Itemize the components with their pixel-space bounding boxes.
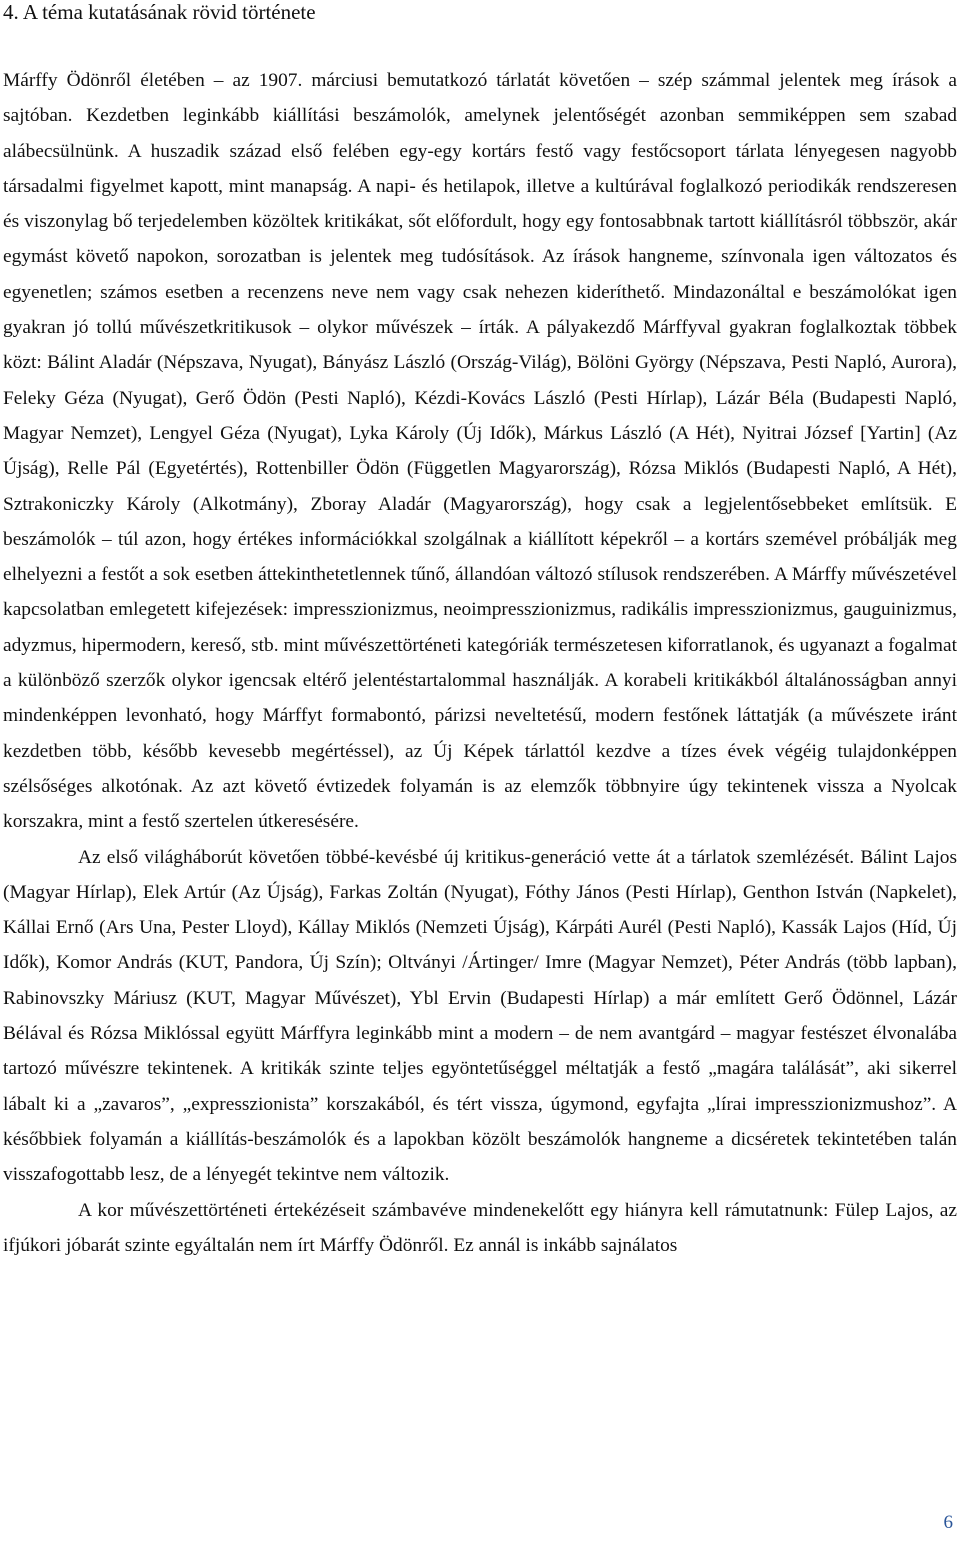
paragraph-1: Márffy Ödönről életében – az 1907. márciusi bemutatkozó tárlatát követően – szép számmal jelentek meg írások a sajtóban. Kezdetben leginkább kiállítási beszámolók, amelynek jelentőségét azonban semmiképpen sem szabad alábecsülnünk. A huszadik század első felében egy-egy kortárs festő vagy festőcsoport tárlata lényegesen nagyobb társadalmi figyelmet kapott, mint manapság. A napi- és hetilapok, illetve a kultúrával foglalkozó periodikák rendszeresen és viszonylag bő terjedelemben közöltek kritikákat, sőt előfordult, hogy egy fontosabbnak tartott kiállításról többször, akár egymást követő napokon, sorozatban is jelentek meg tudósítások. Az írások hangneme, színvonala igen változatos és egyenetlen; számos esetben a recenzens neve nem vagy csak nehezen kideríthető. Mindazonáltal e beszámolókat igen gyakran jó tollú művészetkritikusok – olykor művészek – írták. A pályakezdő Márffyval gyakran foglalkoztak többek közt: Bálint Aladár (Népszava, Nyugat), Bányász László (Ország-Világ), Bölöni György (Népszava, Pesti Napló, Aurora), Feleky Géza (Nyugat), Gerő Ödön (Pesti Napló), Kézdi-Kovács László (Pesti Hírlap), Lázár Béla (Budapesti Napló, Magyar Nemzet), Lengyel Géza (Nyugat), Lyka Károly (Új Idők), Márkus László (A Hét), Nyitrai József [Yartin] (Az Újság), Relle Pál (Egyetértés), Rottenbiller Ödön (Független Magyarország), Rózsa Miklós (Budapesti Napló, A Hét), Sztrakoniczky Károly (Alkotmány), Zboray Aladár (Magyarország), hogy csak a legjelentősebbeket említsük. E beszámolók – túl azon, hogy értékes információkkal szolgálnak a kiállított képekről – a kortárs szemével próbálják meg elhelyezni a festőt a sok esetben áttekinthetetlennek tűnő, állandóan változó stílusok rendszerében. A Márffy művészetével kapcsolatban emlegetett kifejezések: impresszionizmus, neoimpresszionizmus, radikális impresszionizmus, gauguinizmus, adyzmus, hipermodern, kereső, stb. mint művészettörténeti kategóriák természetesen kiforratlanok, és ugyanazt a fogalmat a különböző szerzők olykor igencsak eltérő jelentéstartalommal használják. A korabeli kritikákból általánosságban annyi mindenképpen levonható, hogy Márffyt formabontó, párizsi neveltetésű, modern festőnek láttatják (a művészete iránt kezdetben több, később kevesebb megértéssel), az Új Képek tárlattól kezdve a tízes évek végéig tulajdonképpen szélsőséges alkotónak. Az azt követő évtizedek folyamán is az elemzők többnyire úgy tekintenek vissza a Nyolcak korszakra, mint a festő szertelen útkeresésére. (3, 70, 957, 833)
section-heading: 4. A téma kutatásának rövid története (3, 0, 316, 24)
paragraph-3: A kor művészettörténeti értekézéseit számbavéve mindenekelőtt egy hiányra kell rámutatnunk: Fülep Lajos, az ifjúkori jóbarát szinte egyáltalán nem írt Márffy Ödönről. Ez annál is inkább sajnálatos (3, 1199, 957, 1256)
paragraph-2: Az első világháborút követően többé-kevésbé új kritikus-generáció vette át a tárlatok szemlézését. Bálint Lajos (Magyar Hírlap), Elek Artúr (Az Újság), Farkas Zoltán (Nyugat), Fóthy János (Pesti Hírlap), Genthon István (Napkelet), Kállai Ernő (Ars Una, Pester Lloyd), Kállay Miklós (Nemzeti Újság), Kárpáti Aurél (Pesti Napló), Kassák Lajos (Híd, Új Idők), Komor András (KUT, Pandora, Új Szín); Oltványi /Ártinger/ Imre (Magyar Nemzet), Péter András (több lapban), Rabinovszky Máriusz (KUT, Magyar Művészet), Ybl Ervin (Budapesti Hírlap) a már említett Gerő Ödönnel, Lázár Bélával és Rózsa Miklóssal együtt Márffyra leginkább mint a modern – de nem avantgárd – magyar festészet élvonalába tartozó művészre tekintenek. A kritikák szinte teljes egyöntetűséggel méltatják a festő „magára találását”, aki sikerrel lábalt ki a „zavaros”, „expresszionista” korszakából, és tért vissza, úgymond, egyfajta „lírai impresszionizmushoz”. A későbbiek folyamán a kiállítás-beszámolók és a lapokban közölt beszámolók hangneme a dicséretek tekintetében talán visszafogottabb lesz, de a lényegét tekintve nem változik. (3, 846, 957, 1186)
page-number: 6 (943, 1512, 953, 1533)
